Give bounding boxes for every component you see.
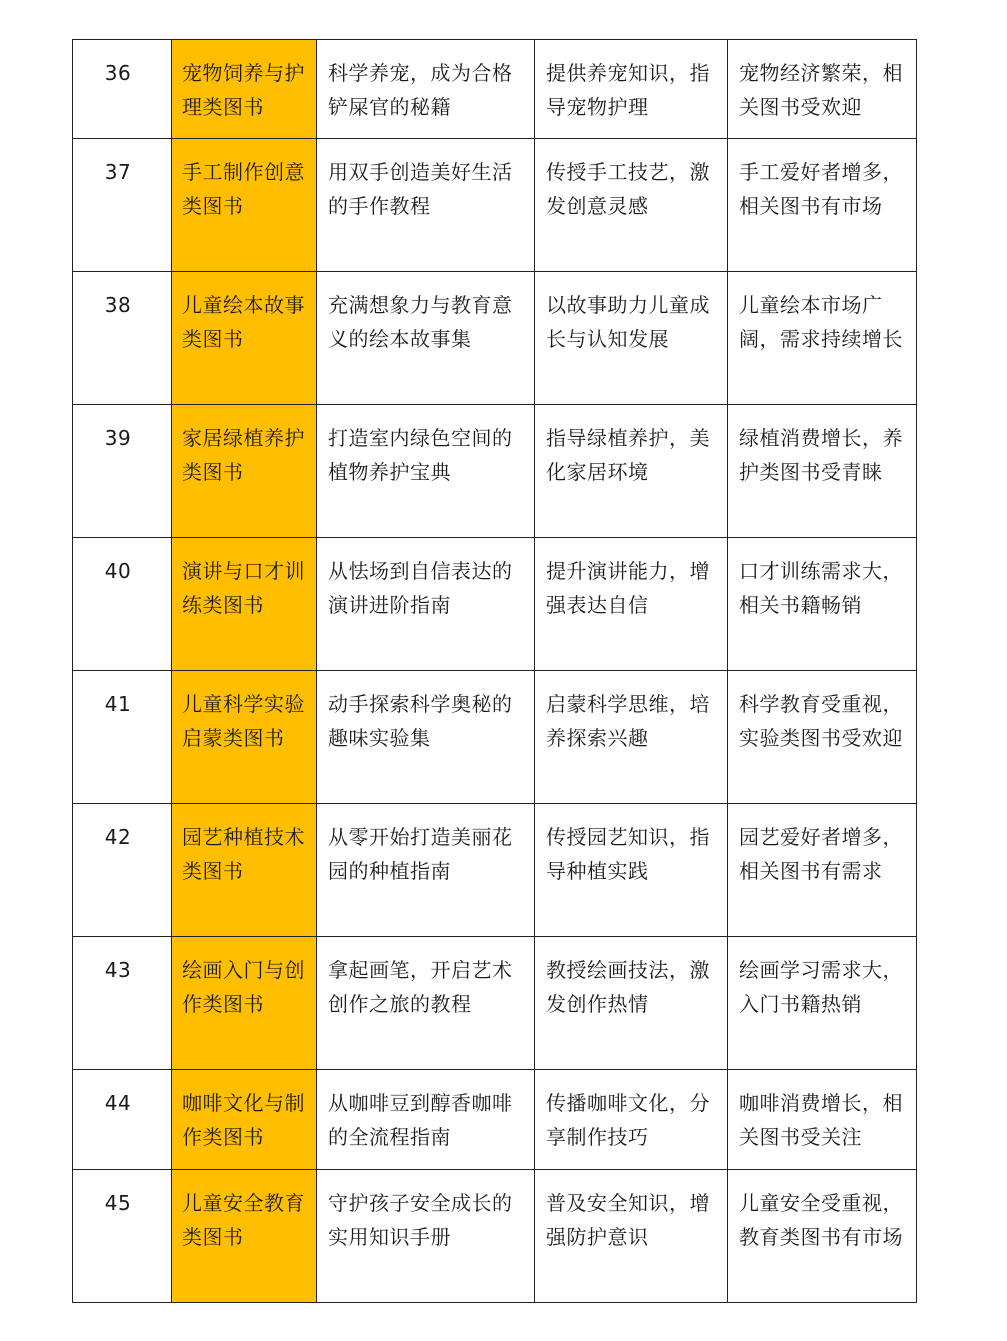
description-cell: 从怯场到自信表达的演讲进阶指南 xyxy=(317,538,535,671)
function-cell: 传授手工技艺，激发创意灵感 xyxy=(535,139,728,272)
description-cell: 拿起画笔，开启艺术创作之旅的教程 xyxy=(317,937,535,1070)
description-cell: 从零开始打造美丽花园的种植指南 xyxy=(317,804,535,937)
function-cell: 普及安全知识，增强防护意识 xyxy=(535,1170,728,1303)
table-row xyxy=(73,40,917,139)
function-cell: 教授绘画技法，激发创作热情 xyxy=(535,937,728,1070)
row-number: 36 xyxy=(73,40,172,139)
category-cell: 演讲与口才训练类图书 xyxy=(172,538,317,671)
category-cell: 手工制作创意类图书 xyxy=(172,139,317,272)
row-number: 41 xyxy=(73,671,172,804)
category-cell: 绘画入门与创作类图书 xyxy=(172,937,317,1070)
function-cell: 提供养宠知识，指导宠物护理 xyxy=(535,40,728,139)
description-cell: 科学养宠，成为合格铲屎官的秘籍 xyxy=(317,40,535,139)
description-cell: 用双手创造美好生活的手作教程 xyxy=(317,139,535,272)
function-cell: 以故事助力儿童成长与认知发展 xyxy=(535,272,728,405)
description-cell: 从咖啡豆到醇香咖啡的全流程指南 xyxy=(317,1070,535,1170)
market-cell: 儿童安全受重视，教育类图书有市场 xyxy=(728,1170,917,1303)
category-cell: 儿童安全教育类图书 xyxy=(172,1170,317,1303)
category-cell: 家居绿植养护类图书 xyxy=(172,405,317,538)
market-cell: 绿植消费增长，养护类图书受青睐 xyxy=(728,405,917,538)
table-row xyxy=(73,272,917,405)
description-cell: 动手探索科学奥秘的趣味实验集 xyxy=(317,671,535,804)
row-number: 40 xyxy=(73,538,172,671)
description-cell: 打造室内绿色空间的植物养护宝典 xyxy=(317,405,535,538)
market-cell: 口才训练需求大，相关书籍畅销 xyxy=(728,538,917,671)
function-cell: 指导绿植养护，美化家居环境 xyxy=(535,405,728,538)
market-cell: 儿童绘本市场广阔，需求持续增长 xyxy=(728,272,917,405)
description-cell: 守护孩子安全成长的实用知识手册 xyxy=(317,1170,535,1303)
market-cell: 科学教育受重视，实验类图书受欢迎 xyxy=(728,671,917,804)
row-number: 38 xyxy=(73,272,172,405)
table-row xyxy=(73,804,917,937)
function-cell: 提升演讲能力，增强表达自信 xyxy=(535,538,728,671)
table-row xyxy=(73,538,917,671)
table-row xyxy=(73,405,917,538)
category-cell: 园艺种植技术类图书 xyxy=(172,804,317,937)
table-row xyxy=(73,139,917,272)
row-number: 37 xyxy=(73,139,172,272)
function-cell: 启蒙科学思维，培养探索兴趣 xyxy=(535,671,728,804)
row-number: 44 xyxy=(73,1070,172,1170)
market-cell: 园艺爱好者增多，相关图书有需求 xyxy=(728,804,917,937)
market-cell: 手工爱好者增多，相关图书有市场 xyxy=(728,139,917,272)
book-category-table xyxy=(72,39,917,1303)
row-number: 43 xyxy=(73,937,172,1070)
row-number: 42 xyxy=(73,804,172,937)
category-cell: 咖啡文化与制作类图书 xyxy=(172,1070,317,1170)
category-cell: 儿童绘本故事类图书 xyxy=(172,272,317,405)
description-cell: 充满想象力与教育意义的绘本故事集 xyxy=(317,272,535,405)
table-row xyxy=(73,937,917,1070)
market-cell: 宠物经济繁荣，相关图书受欢迎 xyxy=(728,40,917,139)
table-row xyxy=(73,671,917,804)
category-cell: 宠物饲养与护理类图书 xyxy=(172,40,317,139)
row-number: 39 xyxy=(73,405,172,538)
category-cell: 儿童科学实验启蒙类图书 xyxy=(172,671,317,804)
table-row xyxy=(73,1070,917,1170)
table-row xyxy=(73,1170,917,1303)
function-cell: 传播咖啡文化，分享制作技巧 xyxy=(535,1070,728,1170)
function-cell: 传授园艺知识，指导种植实践 xyxy=(535,804,728,937)
market-cell: 绘画学习需求大，入门书籍热销 xyxy=(728,937,917,1070)
row-number: 45 xyxy=(73,1170,172,1303)
market-cell: 咖啡消费增长，相关图书受关注 xyxy=(728,1070,917,1170)
